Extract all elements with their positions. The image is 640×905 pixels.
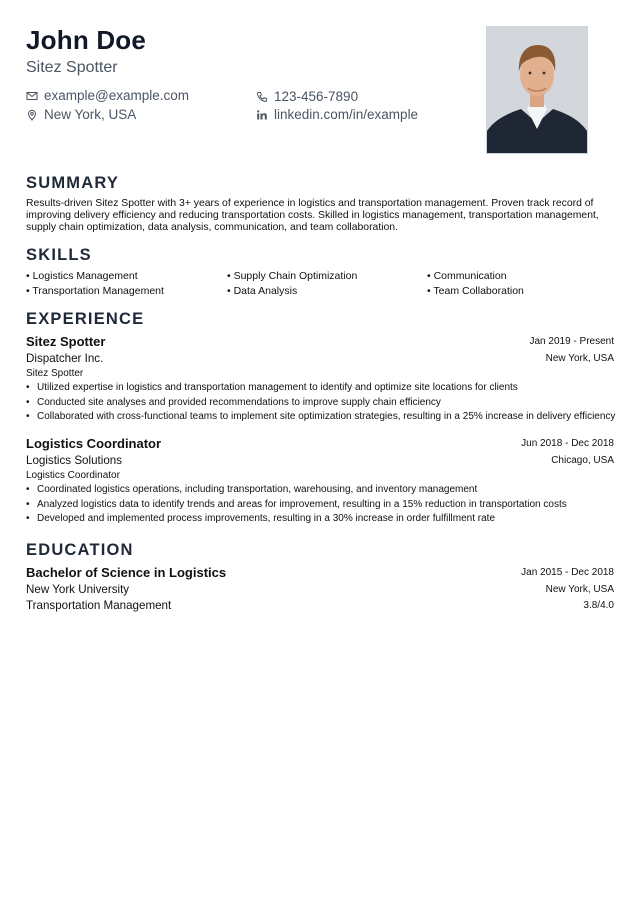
job-location: Chicago, USA	[551, 455, 614, 466]
candidate-role: Sitez Spotter	[26, 59, 118, 76]
job-subtitle: Sitez Spotter	[26, 368, 84, 379]
linkedin-icon	[256, 109, 268, 121]
job-title: Sitez Spotter	[26, 334, 106, 349]
school-location: New York, USA	[545, 584, 614, 595]
job-subtitle: Logistics Coordinator	[26, 470, 120, 481]
skill-item: • Transportation Management	[26, 285, 164, 297]
skill-item: • Logistics Management	[26, 270, 138, 282]
profile-photo-image	[487, 27, 587, 153]
profile-photo	[486, 26, 588, 154]
map-pin-icon	[26, 109, 38, 121]
job-bullet: • Utilized expertise in logistics and transportation management to identify and optimize site locations for clients	[26, 382, 518, 393]
experience-heading: EXPERIENCE	[26, 310, 145, 328]
candidate-name: John Doe	[26, 25, 147, 55]
skill-item: • Team Collaboration	[427, 285, 524, 297]
job-bullet: • Developed and implemented process improvements, resulting in a 30% increase in order fulfillment rate	[26, 513, 496, 524]
contact-email[interactable]	[26, 88, 189, 103]
skill-item: • Communication	[427, 270, 507, 282]
linkedin-text: linkedin.com/in/example	[274, 107, 419, 122]
job-bullet: • Collaborated with cross-functional teams to implement site optimization strategies, resulting in a 25% increase in delivery efficiency	[26, 411, 616, 422]
education-major: Transportation Management	[26, 599, 172, 612]
job-company: Dispatcher Inc.	[26, 352, 104, 365]
contact-phone[interactable]	[256, 89, 358, 104]
contact-linkedin[interactable]	[256, 107, 418, 122]
skill-item: • Data Analysis	[227, 285, 298, 297]
education-heading: EDUCATION	[26, 541, 134, 559]
job-dates: Jun 2018 - Dec 2018	[521, 438, 614, 449]
degree-title: Bachelor of Science in Logistics	[26, 565, 227, 580]
email-text: example@example.com	[44, 88, 190, 103]
skill-item: • Supply Chain Optimization	[227, 270, 358, 282]
phone-icon	[256, 91, 268, 103]
contact-location	[26, 107, 136, 122]
summary-text: Results-driven Sitez Spotter with 3+ years of experience in logistics and transportation management. Proven track record of improving delivery efficiency and reducing transportation costs. Skilled in logistics management, transportation management, supply chain optimization, data analysis, communication, and team collaboration.	[26, 198, 599, 233]
job-location: New York, USA	[545, 353, 614, 364]
job-company: Logistics Solutions	[26, 454, 123, 467]
job-bullet: • Conducted site analyses and provided recommendations to improve supply chain efficiency	[26, 397, 441, 408]
job-bullet: • Coordinated logistics operations, including transportation, warehousing, and inventory management	[26, 484, 478, 495]
job-title: Logistics Coordinator	[26, 436, 162, 451]
phone-text: 123-456-7890	[274, 89, 359, 104]
job-bullet: • Analyzed logistics data to identify trends and areas for improvement, resulting in a 15% reduction in transportation costs	[26, 499, 567, 510]
mail-icon	[26, 90, 38, 102]
job-dates: Jan 2019 - Present	[529, 336, 614, 347]
school-name: New York University	[26, 583, 130, 596]
location-text: New York, USA	[44, 107, 137, 122]
education-dates: Jan 2015 - Dec 2018	[521, 567, 614, 578]
summary-heading: SUMMARY	[26, 174, 120, 192]
education-gpa: 3.8/4.0	[583, 600, 614, 611]
skills-heading: SKILLS	[26, 246, 92, 264]
